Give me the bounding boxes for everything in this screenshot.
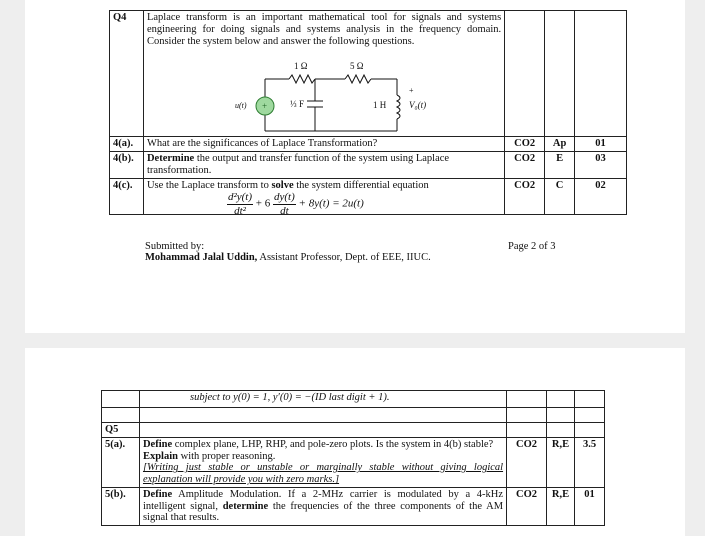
- grading-note: [Writing just stable or unstable or marginally stable without giving logical explanation will provide you with zero marks.]: [142, 462, 504, 485]
- eq-rest: + 8y(t) = 2u(t): [298, 197, 364, 210]
- sub-question-text: Use the Laplace transform to solve the system differential equation $\frac{\text{d²y(t)}}{\text{dt²}}$ + 6 $\frac{dy(t)}{dt}$ + 8y(t) = 2u(t): [143, 178, 504, 215]
- differential-equation: [227, 191, 501, 217]
- sub-question-text: Determine the output and transfer function of the system using Laplace transformation.: [143, 152, 504, 179]
- sub-question-text: Define Amplitude Modulation. If a 2-MHz carrier is modulated by a 4-kHz intelligent signal, determine the frequencies of the three components of the AM signal that results.: [139, 487, 506, 525]
- circuit-diagram: [147, 49, 501, 135]
- question-intro-text: Laplace transform is an important mathematical tool for signals and systems engineering for doing signals and systems analysis in the frequency domain. Consider the system below and answer the following questions.: [146, 12, 502, 47]
- sub-question-number: 4(a).: [110, 137, 144, 152]
- q5-header-row: [102, 423, 605, 438]
- continued-condition: subject to y(0) = 1, y′(0) = −(ID last digit + 1).: [190, 392, 390, 403]
- r2-label: 5 Ω: [349, 61, 364, 72]
- exam-page-2: [25, 0, 685, 333]
- q4c-row: [110, 178, 627, 215]
- co-cell: CO2: [507, 437, 547, 487]
- submitted-block: [145, 241, 431, 263]
- submitter-name: Mohammad Jalal Uddin,: [145, 252, 258, 263]
- source-label: u(t): [234, 101, 247, 111]
- q4a-row: [110, 137, 627, 152]
- output-label: V₀(t): [408, 100, 427, 111]
- level-cell: C: [545, 178, 575, 215]
- co-cell: CO2: [507, 487, 547, 525]
- svg-text:+: +: [261, 101, 268, 112]
- resistor-5-ohm: [345, 75, 371, 83]
- marks-cell: 02: [575, 178, 627, 215]
- level-cell: R,E: [547, 437, 575, 487]
- sub-question-number: 4(b).: [110, 152, 144, 179]
- q5b-row: [102, 487, 605, 525]
- inductor-1h: [397, 95, 400, 119]
- eq-term2-den: dt: [280, 204, 289, 217]
- q5a-row: [102, 437, 605, 487]
- resistor-1-ohm: [289, 75, 315, 83]
- level-cell: R,E: [547, 487, 575, 525]
- inductor-label: 1 H: [372, 100, 387, 111]
- eq-term1-num: d²y(t): [227, 191, 253, 204]
- co-cell: CO2: [505, 137, 545, 152]
- marks-cell: 03: [575, 152, 627, 179]
- marks-cell: 01: [575, 137, 627, 152]
- circuit-svg: [147, 49, 507, 135]
- question-number: Q4: [110, 11, 144, 137]
- level-cell: Ap: [545, 137, 575, 152]
- marks-cell: 3.5: [575, 437, 605, 487]
- question-table-q4: [109, 10, 627, 215]
- r1-label: 1 Ω: [293, 61, 308, 72]
- sub-question-text: Define complex plane, LHP, RHP, and pole-zero plots. Is the system in 4(b) stable? Explain with proper reasoning. [Writing just stable or unstable or marginally stable without giving logical explanation will provide you with zero marks.]: [139, 437, 506, 487]
- question-table-q5: [101, 390, 605, 526]
- capacitor-label: ⅓ F: [289, 99, 304, 110]
- co-cell: CO2: [505, 178, 545, 215]
- page-info: Page 2 of 3: [508, 241, 556, 252]
- sub-question-number: 5(b).: [102, 487, 140, 525]
- eq-plus6: + 6: [255, 197, 271, 210]
- output-plus-label: +: [408, 86, 414, 96]
- q4b-row: [110, 152, 627, 179]
- table-blank-row: [102, 408, 605, 423]
- question-number: Q5: [102, 423, 140, 438]
- submitter-title: Assistant Professor, Dept. of EEE, IIUC.: [257, 252, 431, 263]
- eq-term2-num: dy(t): [274, 191, 295, 204]
- sub-question-number: 5(a).: [102, 437, 140, 487]
- question-intro-cell: [143, 11, 504, 137]
- marks-cell: 01: [575, 487, 605, 525]
- level-cell: E: [545, 152, 575, 179]
- exam-page-3: [25, 348, 685, 536]
- co-cell: CO2: [505, 152, 545, 179]
- table-top-row: [102, 391, 605, 408]
- q4-intro-row: [110, 11, 627, 137]
- eq-term1-den: dt²: [234, 204, 246, 217]
- sub-question-number: 4(c).: [110, 178, 144, 215]
- submitted-label: Submitted by:: [145, 241, 205, 252]
- sub-question-text: What are the significances of Laplace Transformation?: [143, 137, 504, 152]
